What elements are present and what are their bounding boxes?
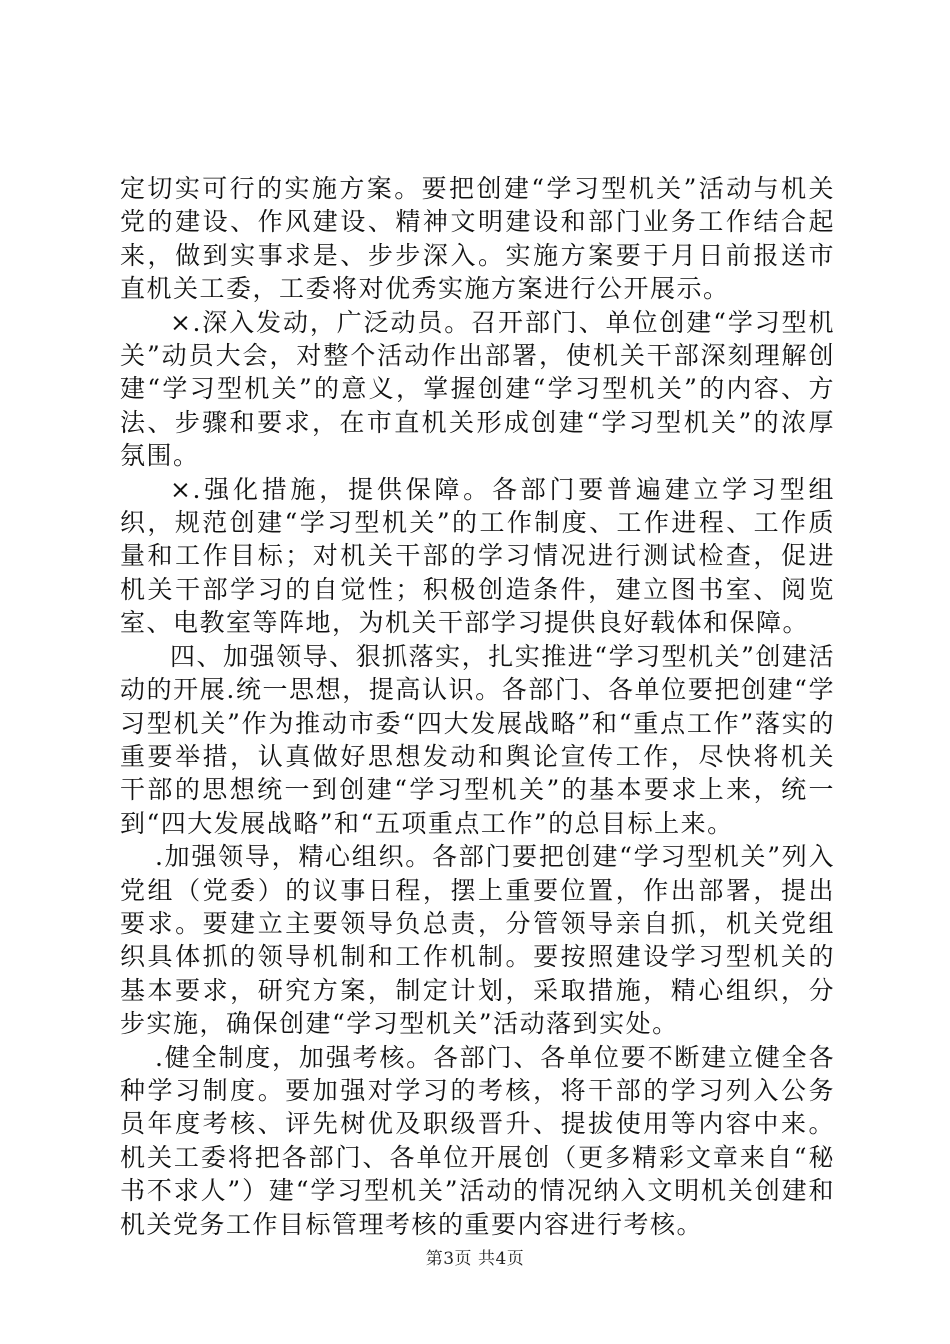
paragraph-6: .健全制度，加强考核。各部门、各单位要不断建立健全各种学习制度。要加强对学习的考核，将干部的学习列入公务员年度考核、评先树优及职级晋升、提拔使用等内容中来。机关工委将把各部门、各单位开展创（更多精彩文章来自“秘书不求人”）建“学习型机关”活动的情况纳入文明机关创建和机关党务工作目标管理考核的重要内容进行考核。 [120, 1042, 835, 1239]
paragraph-2: ×.深入发动，广泛动员。召开部门、单位创建“学习型机关”动员大会，对整个活动作出部署，使机关干部深刻理解创建“学习型机关”的意义，掌握创建“学习型机关”的内容、方法、步骤和要求，在市直机关形成创建“学习型机关”的浓厚氛围。 [120, 307, 835, 471]
paragraph-4: 四、加强领导、狠抓落实，扎实推进“学习型机关”创建活动的开展.统一思想，提高认识。各部门、各单位要把创建“学习型机关”作为推动市委“四大发展战略”和“重点工作”落实的重要举措，认真做好思想发动和舆论宣传工作，尽快将机关干部的思想统一到创建“学习型机关”的基本要求上来，统一到“四大发展战略”和“五项重点工作”的总目标上来。 [120, 641, 835, 838]
page-footer: 第3页 共4页 [425, 1249, 525, 1269]
document-body [120, 172, 835, 1241]
paragraph-5: .加强领导，精心组织。各部门要把创建“学习型机关”列入党组（党委）的议事日程，摆上重要位置，作出部署，提出要求。要建立主要领导负总责，分管领导亲自抓，机关党组织具体抓的领导机制和工作机制。要按照建设学习型机关的基本要求，研究方案，制定计划，采取措施，精心组织，分步实施，确保创建“学习型机关”活动落到实处。 [120, 842, 835, 1039]
paragraph-3: ×.强化措施，提供保障。各部门要普遍建立学习型组织，规范创建“学习型机关”的工作制度、工作进程、工作质量和工作目标；对机关干部的学习情况进行测试检查，促进机关干部学习的自觉性；积极创造条件，建立图书室、阅览室、电教室等阵地，为机关干部学习提供良好载体和保障。 [120, 474, 835, 638]
paragraph-1: 定切实可行的实施方案。要把创建“学习型机关”活动与机关党的建设、作风建设、精神文明建设和部门业务工作结合起来，做到实事求是、步步深入。实施方案要于月日前报送市直机关工委，工委将对优秀实施方案进行公开展示。 [120, 174, 835, 304]
